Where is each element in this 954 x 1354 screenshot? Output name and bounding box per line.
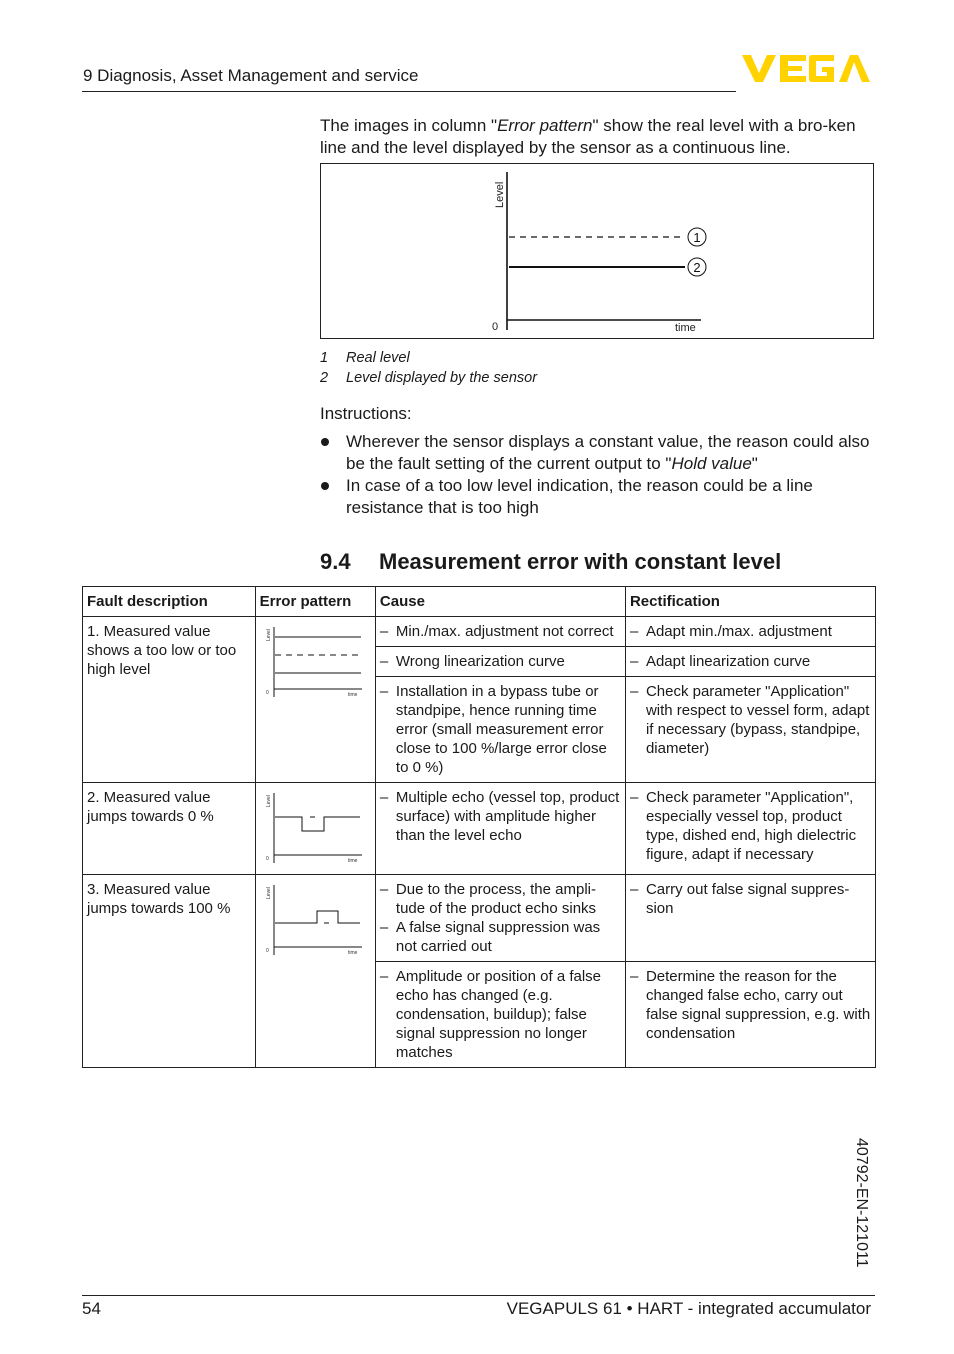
legend-num: 1	[320, 350, 329, 366]
cause-cell	[375, 677, 625, 783]
dash-bullet: –	[629, 968, 639, 985]
figure-y-label: Level	[494, 181, 506, 208]
figure-x-label: time	[675, 322, 696, 334]
legend-text: Level displayed by the sensor	[346, 369, 538, 386]
bullet-icon	[321, 438, 329, 446]
legend-item	[320, 369, 537, 389]
fault-table	[82, 586, 876, 1068]
intro-emphasis: Error pattern	[497, 116, 593, 135]
header-rectification: Rectification	[625, 587, 875, 617]
mini-x-label: time	[347, 950, 358, 956]
fault-cell: 2. Measured value jumps towards 0 %	[83, 783, 256, 875]
page-number: 54	[82, 1299, 101, 1318]
cause-text: Wrong linearization curve	[395, 653, 565, 670]
dash-bullet: –	[629, 881, 639, 898]
logo-text: VEGA	[740, 52, 743, 53]
fix-text: Adapt min./max. adjustment	[645, 623, 832, 640]
fix-text: Adapt linearization curve	[645, 653, 811, 670]
fix-text: Check parameter "Application" with respect to vessel form, adapt if necessary (bypass, standpipe, diameter)	[645, 683, 870, 757]
fault-cell: 1. Measured value shows a too low or too high level	[83, 617, 256, 783]
header-rule	[82, 91, 736, 92]
dash-bullet: –	[379, 683, 389, 700]
dash-bullet: –	[379, 919, 389, 936]
mini-origin: 0	[265, 856, 269, 862]
marker-1-label: 1	[693, 230, 701, 245]
dash-bullet: –	[629, 789, 639, 806]
fix-cell	[625, 875, 875, 962]
cause-item	[380, 967, 621, 1062]
intro-paragraph	[320, 115, 865, 158]
cause-cell	[375, 647, 625, 677]
fix-item	[630, 682, 871, 758]
instructions-list	[320, 431, 870, 519]
cause-item	[380, 788, 621, 845]
dash-bullet: –	[379, 653, 389, 670]
fix-text: Carry out false signal suppres-sion	[645, 881, 850, 917]
intro-text-2: " show the real level with a bro-ken line and the level displayed by the sensor as a continuous line.	[320, 116, 856, 157]
intro-text-1: The images in column "	[320, 116, 498, 135]
fix-cell	[625, 617, 875, 647]
table-row	[83, 617, 876, 647]
fix-text: Determine the reason for the changed false echo, carry out false signal suppression, e.g. with condensation	[645, 968, 871, 1042]
fix-item	[630, 622, 871, 641]
mini-chart-too-low-high	[264, 625, 364, 699]
table-header-row	[83, 587, 876, 617]
dash-bullet: –	[629, 683, 639, 700]
figure-origin-label: 0	[492, 321, 499, 333]
cause-cell	[375, 617, 625, 647]
mini-y-label: Level	[265, 795, 272, 807]
fault-cell: 3. Measured value jumps towards 100 %	[83, 875, 256, 1068]
table-row	[83, 783, 876, 875]
fix-text: Check parameter "Application", especially vessel top, product type, dished end, high dielectric figure, adapt if necessary	[645, 789, 857, 863]
footer-rule	[82, 1295, 875, 1296]
instruction-item	[320, 475, 870, 518]
legend-text: Real level	[346, 350, 410, 366]
jump-down-line	[275, 817, 360, 831]
mini-y-label: Level	[265, 629, 272, 641]
cause-item	[380, 880, 621, 918]
cause-text: Due to the process, the ampli-tude of the product echo sinks	[395, 881, 597, 917]
fix-item	[630, 880, 871, 918]
pattern-cell	[255, 617, 375, 783]
instruction-text: In case of a too low level indication, the reason could be a line resistance that is too high	[346, 476, 813, 517]
figure-legend	[320, 349, 537, 388]
instruction-text-end: "	[751, 453, 758, 473]
fix-cell	[625, 647, 875, 677]
cause-text: A false signal suppression was not carried out	[395, 919, 601, 955]
legend-item	[320, 349, 537, 369]
mini-origin: 0	[265, 948, 269, 954]
cause-text: Min./max. adjustment not correct	[395, 623, 614, 640]
fix-cell	[625, 962, 875, 1068]
dash-bullet: –	[629, 653, 639, 670]
cause-cell	[375, 875, 625, 962]
chapter-title: 9 Diagnosis, Asset Management and service	[83, 66, 419, 85]
document-id: 40792-EN-121011	[853, 1138, 870, 1268]
cause-item	[380, 652, 621, 671]
marker-2-label: 2	[693, 260, 701, 275]
dash-bullet: –	[379, 789, 389, 806]
header-cause: Cause	[375, 587, 625, 617]
figure-svg	[321, 164, 873, 338]
dash-bullet: –	[379, 968, 389, 985]
mini-origin: 0	[265, 690, 269, 696]
vega-logo	[740, 52, 872, 84]
instructions-label: Instructions:	[320, 404, 412, 423]
mini-x-label: time	[347, 858, 358, 864]
instruction-emphasis: Hold value	[671, 453, 752, 473]
dash-bullet: –	[379, 623, 389, 640]
mini-chart-jumps-0	[264, 791, 364, 865]
cause-cell	[375, 962, 625, 1068]
fix-item	[630, 652, 871, 671]
cause-text: Multiple echo (vessel top, product surface) with amplitude higher than the level echo	[395, 789, 620, 844]
cause-cell	[375, 783, 625, 875]
fix-cell	[625, 783, 875, 875]
cause-text: Installation in a bypass tube or standpipe, hence running time error (small measurement error close to 100 %/large error close to 0 %)	[395, 683, 607, 776]
header-error-pattern: Error pattern	[255, 587, 375, 617]
section-heading	[320, 549, 781, 575]
cause-item	[380, 622, 621, 641]
fix-item	[630, 967, 871, 1043]
footer-title: VEGAPULS 61 • HART - integrated accumulator	[506, 1299, 871, 1318]
cause-item	[380, 682, 621, 777]
fix-cell	[625, 677, 875, 783]
mini-chart-jumps-100	[264, 883, 364, 957]
dash-bullet: –	[379, 881, 389, 898]
mini-y-label: Level	[265, 887, 272, 899]
mini-x-label: time	[347, 692, 358, 698]
table-row	[83, 875, 876, 962]
legend-num: 2	[320, 369, 329, 386]
section-number: 9.4	[320, 549, 351, 574]
fix-item	[630, 788, 871, 864]
cause-item	[380, 918, 621, 956]
pattern-cell	[255, 783, 375, 875]
header-fault-description: Fault description	[83, 587, 256, 617]
bullet-icon	[321, 482, 329, 490]
cause-text: Amplitude or position of a false echo has changed (e.g. condensation, buildup); false signal suppression no longer matches	[395, 968, 602, 1061]
pattern-cell	[255, 875, 375, 1068]
dash-bullet: –	[629, 623, 639, 640]
error-pattern-figure	[320, 163, 874, 339]
instruction-text: Wherever the sensor displays a constant value, the reason could also be the fault setting of the current output to "	[346, 432, 870, 473]
jump-up-line	[275, 911, 360, 923]
instruction-item	[320, 431, 870, 474]
section-title: Measurement error with constant level	[379, 549, 782, 574]
